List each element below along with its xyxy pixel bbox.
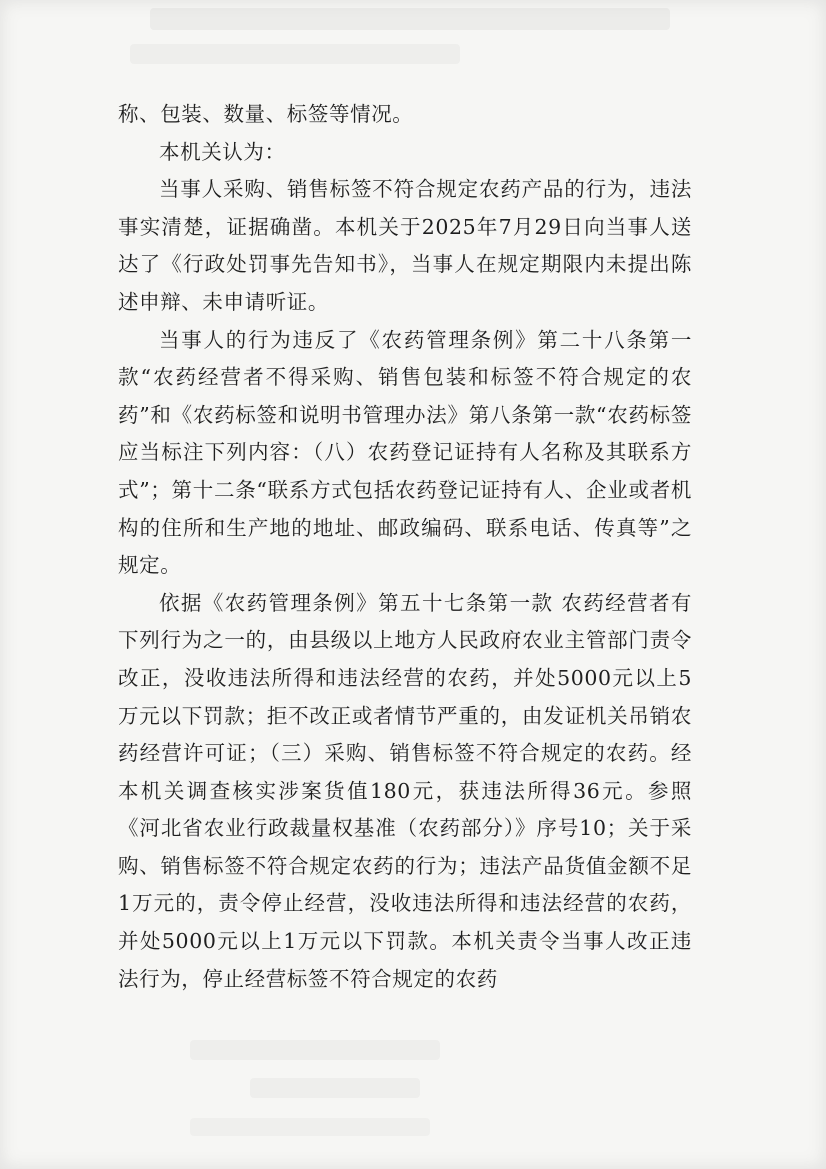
body-text bbox=[118, 96, 692, 998]
paragraph-finding-intro: 本机关认为： bbox=[159, 139, 286, 164]
show-through-line bbox=[190, 1118, 430, 1136]
show-through-header-artifact bbox=[0, 0, 826, 90]
show-through-line bbox=[190, 1040, 440, 1060]
paragraph-facts: 当事人采购、销售标签不符合规定农药产品的行为，违法事实清楚，证据确凿。本机关于2025年7月29日向当事人送达了《行政处罚事先告知书》，当事人在规定期限内未提出陈述申辩、未申请听证。 bbox=[118, 177, 692, 314]
show-through-line bbox=[130, 44, 460, 64]
show-through-line bbox=[250, 1078, 420, 1098]
paragraph-violation: 当事人的行为违反了《农药管理条例》第二十八条第一款“农药经营者不得采购、销售包装和标签不符合规定的农药”和《农药标签和说明书管理办法》第八条第一款“农药标签应当标注下列内容：（八）农药登记证持有人名称及其联系方式”；第十二条“联系方式包括农药登记证持有人、企业或者机构的住所和生产地的地址、邮政编码、联系电话、传真等”之规定。 bbox=[118, 327, 692, 578]
paragraph-legal-basis: 依据《农药管理条例》第五十七条第一款 农药经营者有下列行为之一的，由县级以上地方人民政府农业主管部门责令改正，没收违法所得和违法经营的农药，并处5000元以上5万元以下罚款；拒不改正或者情节严重的，由发证机关吊销农药经营许可证；（三）采购、销售标签不符合规定的农药。经本机关调查核实涉案货值180元，获违法所得36元。参照《河北省农业行政裁量权基准（农药部分）》序号10；关于采购、销售标签不符合规定农药的行为；违法产品货值金额不足1万元的，责令停止经营，没收违法所得和违法经营的农药，并处5000元以上1万元以下罚款。本机关责令当事人改正违法行为，停止经营标签不符合规定的农药 bbox=[118, 590, 692, 991]
show-through-footer-artifact bbox=[190, 1040, 450, 1140]
show-through-line bbox=[150, 8, 670, 30]
paragraph-continuation: 称、包装、数量、标签等情况。 bbox=[118, 102, 414, 126]
